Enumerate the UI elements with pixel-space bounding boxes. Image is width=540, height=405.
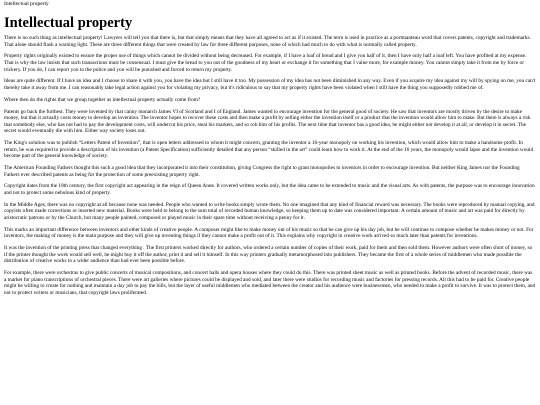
paragraph: Patents go back the furthest. They were invented by that canny monarch James VI of Scotland and I of England. James wanted to encourage invention for the general good of society. He saw that inventors are mostly driven by the desire to make money, but that it actually costs money to develop an invention. The inventor hopes to recover these costs and then make a profit by selling either the invention itself or a product that the invention would allow him to make. But there is always a risk that somebody else, who has not had to pay the development costs, will undercut his price, steal his markets, and so rob him of his profits. The next time that inventor has a good idea, he might either not develop it at all, or develop it in secret. The secret would eventually die with him. Either way society loses out. (4, 108, 531, 135)
window-title: Intellectual property (4, 1, 49, 7)
paragraph: There is no such thing as intellectual property! Lawyers will tell you that there is, but that simply means that they have all agreed to act as if it existed. The term is used in practice as a portmanteau word that covers patents, copyright and trademarks. That alone should flash a warning light. These are three different things that were created by law for three different purposes, none of which had much to do with what is normally called property. (4, 35, 531, 48)
paragraph: Ideas are quite different. If I have an idea and I choose to share it with you, you have the idea but I still have it too. My possession of my idea has not been diminished in any way. Even if you acquire my idea against my will by spying on me, you can't thereby take it away from me. I can reasonably take legal action against you for violating my privacy, but it's ridiculous to say that my property rights have been violated when I still have the thing you supposedly robbed me of. (4, 78, 536, 91)
paragraph: This marks an important difference between inventors and other kinds of creative people. A composer might like to make money out of his music so that he can give up his day job, but he will continue to compose whether he makes money or not. For inventors, the making of money is the main purpose and they will give up inventing things if they cannot make a profit out of it. This explains why copyright in creative work arrived so much later than patents for inventions. (4, 226, 534, 240)
paragraph: Copyright dates from the 18th century, the first copyright act appearing in the reign of Queen Anne. It covered written works only, but the idea came to be extended to music and the visual arts. As with patents, the purpose was to encourage innovation and not to protect some nebulous kind of property. (4, 183, 535, 196)
paragraph: The King's solution was to publish “Letters Patent of Invention”, that is open letters addressed to whom it might concern, granting the inventor a 16-year monopoly on working his invention, which would allow him to make a handsome profit. In return, he was required to provide a description of his invention (a Patent Specification) sufficiently detailed that any person “skilled in the art” could learn how to work it. At the end of the 16 years, the monopoly would lapse and the invention would become part of the general knowledge of society. (4, 140, 534, 160)
page-title: Intellectual property (4, 15, 133, 31)
paragraph: The American Founding Fathers thought this such a good idea that they incorporated it into their constitution, giving Congress the right to grant monopolies to inventors in order to encourage invention. But neither King James nor the Founding Fathers ever described patents as being for the protection of some preexisting property right. (4, 165, 520, 178)
paragraph: Where then do the rights that we group together as intellectual property actually come from? (4, 96, 201, 103)
paragraph: In the Middle Ages, there was no copyright at all because none was needed. People who wanted to write books simply wrote them. No one imagined that any kind of financial reward was necessary. The books were reproduced by manual copying, and copyists often made corrections or inserted new material. Books were held to belong to the sum total of recorded human knowledge, so keeping them up to date was considered important. A certain amount of music and art was paid for directly by aristocratic patrons or by the Church, but many people painted, composed or played music in their spare time without receiving a penny for it. (4, 201, 535, 221)
paragraph: Property rights originally existed to ensure the proper use of things which cannot be divided without being decreased. For example, if I have a loaf of bread and I give you half of it, then I have only half a loaf left. You have profited at my expense. That is why the law insists that such transactions must be consensual. I must give the bread to you out of the goodness of my heart or exchange it for something that I value more, for example money. You cannot simply take it from me by force or trickery. If you do, I can report you to the police and you will be punished and forced to return my property. (4, 53, 527, 73)
paragraph: For example, there were orchestras to give public concerts of musical compositions, and concert halls and opera houses where they could do this. There was printed sheet music as well as printed books. Before the advent of recorded music, there was a market for piano transcriptions of orchestral pieces. There were art galleries where pictures could be displayed and sold, and later there were studios for recording music and factories for pressing records. All this had to be paid for. Creative people might be willing to create for nothing and maintain a day job to pay the bills, but the layer of useful middlemen who mediated between the creator and his audience were businessmen, who needed to make a profit to survive. It was to protect them, and not to protect writers or musicians, that copyright laws proliferated. (4, 270, 536, 296)
paragraph: It was the invention of the printing press that changed everything . The first printers worked directly for authors, who ordered a certain number of copies of their work, paid for them and then sold them. However authors were often short of money, so if the printer thought the work would sell well, he might buy it off the author, print it and sell it himself. In this way printers gradually metamorphosed into publishers. They became the first of a whole series of middlemen who made possible the distribution of creative works to a wider audience than had ever been possible before. (4, 245, 533, 265)
